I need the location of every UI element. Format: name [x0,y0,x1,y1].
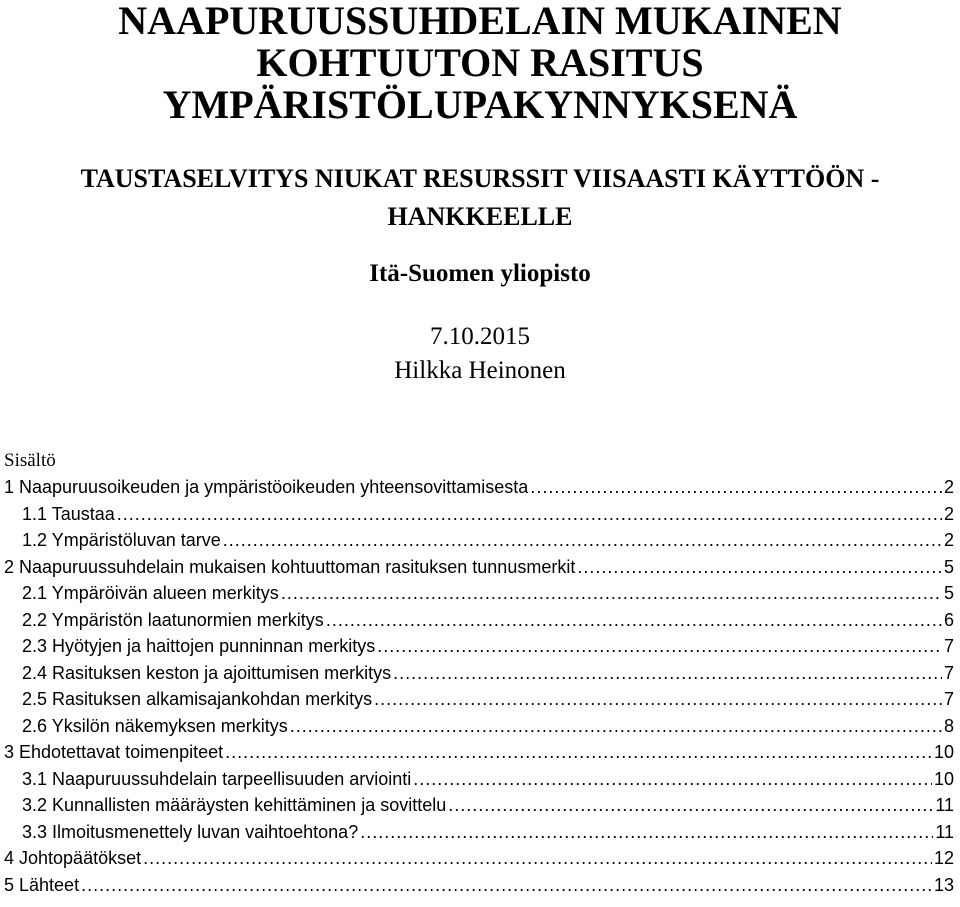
subtitle-line: TAUSTASELVITYS NIUKAT RESURSSIT VIISAASTI KÄYTTÖÖN - [80,164,880,193]
title-line: KOHTUUTON RASITUS [256,40,704,85]
toc-leader-dots [413,766,932,793]
toc-entry[interactable] [4,607,954,634]
toc-entry-label: 2.3 Hyötyjen ja haittojen punninnan merkitys [22,636,376,656]
toc-entry[interactable] [4,845,954,872]
toc-entry-page: 6 [943,609,954,630]
toc-leader-dots [360,819,933,846]
toc-leader-dots [281,580,942,607]
toc-entry-page: 5 [943,583,954,603]
toc-entry-label: 2.6 Yksilön näkemyksen merkitys [22,715,288,736]
toc-entry-label: 2.1 Ympäröivän alueen merkitys [22,583,279,603]
toc-entry[interactable] [4,819,954,846]
document-subtitle [0,160,960,236]
toc-entry-page: 2 [943,503,954,524]
toc-entry-label: 3.1 Naapuruussuhdelain tarpeellisuuden arviointi [22,768,412,789]
toc-leader-dots [225,739,932,766]
toc-entry-page: 7 [943,689,954,709]
toc-entry-label: 2.2 Ympäristön laatunormien merkitys [22,609,324,630]
table-of-contents [4,474,954,898]
toc-entry-label: 3.2 Kunnallisten määräysten kehittäminen ja sovittelu [22,795,447,815]
toc-entry[interactable] [4,554,954,581]
toc-entry-page: 10 [933,768,954,789]
toc-leader-dots [577,554,942,581]
toc-leader-dots [530,474,942,501]
toc-heading: Sisältö [4,450,56,471]
title-line: NAAPURUUSSUHDELAIN MUKAINEN [118,0,842,43]
toc-entry-page: 2 [943,530,954,550]
toc-entry-label: 2.5 Rasituksen alkamisajankohdan merkitys [22,689,373,709]
toc-entry[interactable] [4,766,954,793]
toc-leader-dots [143,845,932,872]
toc-entry-label: 2 Naapuruussuhdelain mukaisen kohtuuttoman rasituksen tunnusmerkit [4,556,576,577]
toc-entry[interactable] [4,686,954,713]
toc-leader-dots [223,527,942,554]
toc-leader-dots [448,792,933,819]
toc-entry[interactable] [4,501,954,528]
organization: Itä-Suomen yliopisto [369,260,591,287]
toc-entry-page: 5 [943,556,954,577]
toc-entry[interactable] [4,527,954,554]
toc-entry-page: 13 [933,874,954,895]
toc-entry[interactable] [4,660,954,687]
toc-entry[interactable] [4,739,954,766]
toc-entry-page: 10 [933,742,954,762]
toc-entry[interactable] [4,872,954,899]
toc-leader-dots [326,607,942,634]
toc-entry[interactable] [4,580,954,607]
toc-entry-page: 7 [943,662,954,683]
toc-entry-label: 1 Naapuruusoikeuden ja ympäristöoikeuden yhteensovittamisesta [4,477,529,497]
toc-entry-page: 7 [943,636,954,656]
toc-entry-page: 11 [935,821,954,842]
toc-entry-page: 11 [935,795,954,815]
toc-entry-label: 2.4 Rasituksen keston ja ajoittumisen merkitys [22,662,392,683]
toc-entry-page: 2 [943,477,954,497]
toc-leader-dots [290,713,942,740]
toc-leader-dots [117,501,942,528]
toc-entry[interactable] [4,792,954,819]
toc-entry[interactable] [4,633,954,660]
toc-leader-dots [377,633,942,660]
toc-entry[interactable] [4,713,954,740]
subtitle-line: HANKKEELLE [387,202,573,231]
toc-entry[interactable] [4,474,954,501]
document-date: 7.10.2015 [430,323,530,350]
toc-entry-page: 12 [933,848,954,868]
toc-leader-dots [374,686,942,713]
document-author: Hilkka Heinonen [394,357,566,384]
toc-entry-page: 8 [943,715,954,736]
toc-leader-dots [81,872,932,899]
toc-entry-label: 1.1 Taustaa [22,503,115,524]
toc-entry-label: 3.3 Ilmoitusmenettely luvan vaihtoehtona? [22,821,359,842]
toc-leader-dots [393,660,942,687]
toc-entry-label: 5 Lähteet [4,874,80,895]
toc-entry-label: 4 Johtopäätökset [4,848,142,868]
document-meta [0,320,960,388]
toc-entry-label: 3 Ehdotettavat toimenpiteet [4,742,224,762]
document-title [0,0,960,126]
title-line: YMPÄRISTÖLUPAKYNNYKSENÄ [162,82,798,127]
toc-entry-label: 1.2 Ympäristöluvan tarve [22,530,221,550]
